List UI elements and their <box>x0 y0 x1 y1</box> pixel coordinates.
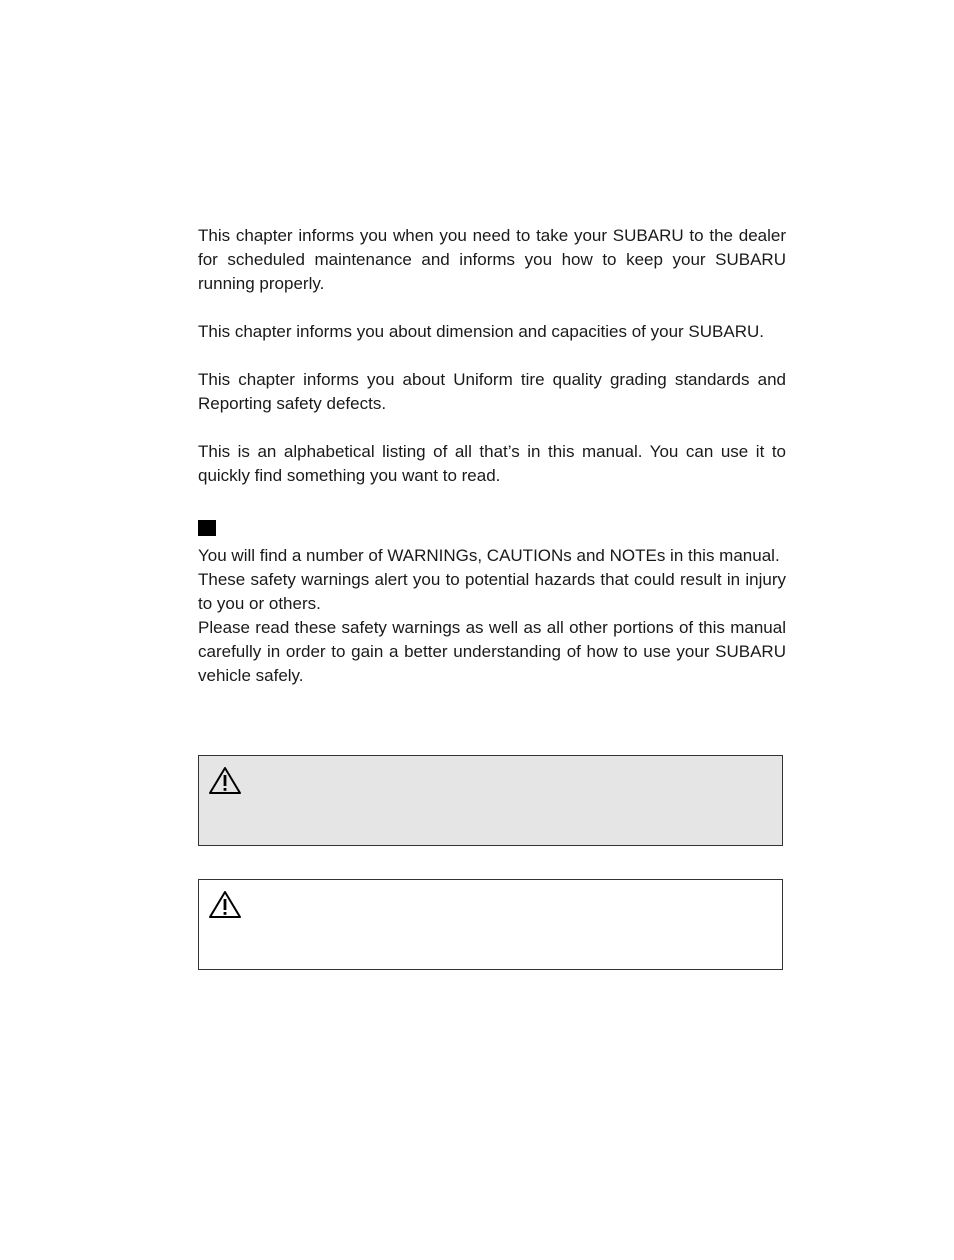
warning-box <box>198 755 783 846</box>
safety-paragraph-3: Please read these safety warnings as well as all other portions of this manual carefully in order to gain a better understanding of how to use your SUBARU vehicle safely. <box>198 618 786 685</box>
specifications-paragraph: This chapter informs you about dimension and capacities of your SUBARU. <box>198 322 764 341</box>
spacer <box>198 416 786 440</box>
consumer-info-paragraph: This chapter informs you about Uniform tire quality grading standards and Reporting safety defects. <box>198 370 786 413</box>
warning-triangle-icon <box>208 766 242 796</box>
maintenance-paragraph: This chapter informs you when you need to take your SUBARU to the dealer for scheduled maintenance and informs you how to keep your SUBARU running properly. <box>198 226 786 293</box>
safety-paragraph-2: These safety warnings alert you to potential hazards that could result in injury to you or others. <box>198 570 786 613</box>
index-paragraph: This is an alphabetical listing of all that’s in this manual. You can use it to quickly find something you want to read. <box>198 442 786 485</box>
section-square-icon <box>198 520 216 536</box>
safety-paragraph-1: You will find a number of WARNINGs, CAUTIONs and NOTEs in this manual. <box>198 546 780 565</box>
caution-box <box>198 879 783 970</box>
caution-triangle-icon <box>208 890 242 920</box>
manual-content <box>198 224 786 688</box>
spacer <box>198 296 786 320</box>
spacer <box>198 344 786 368</box>
spacer <box>198 488 786 520</box>
